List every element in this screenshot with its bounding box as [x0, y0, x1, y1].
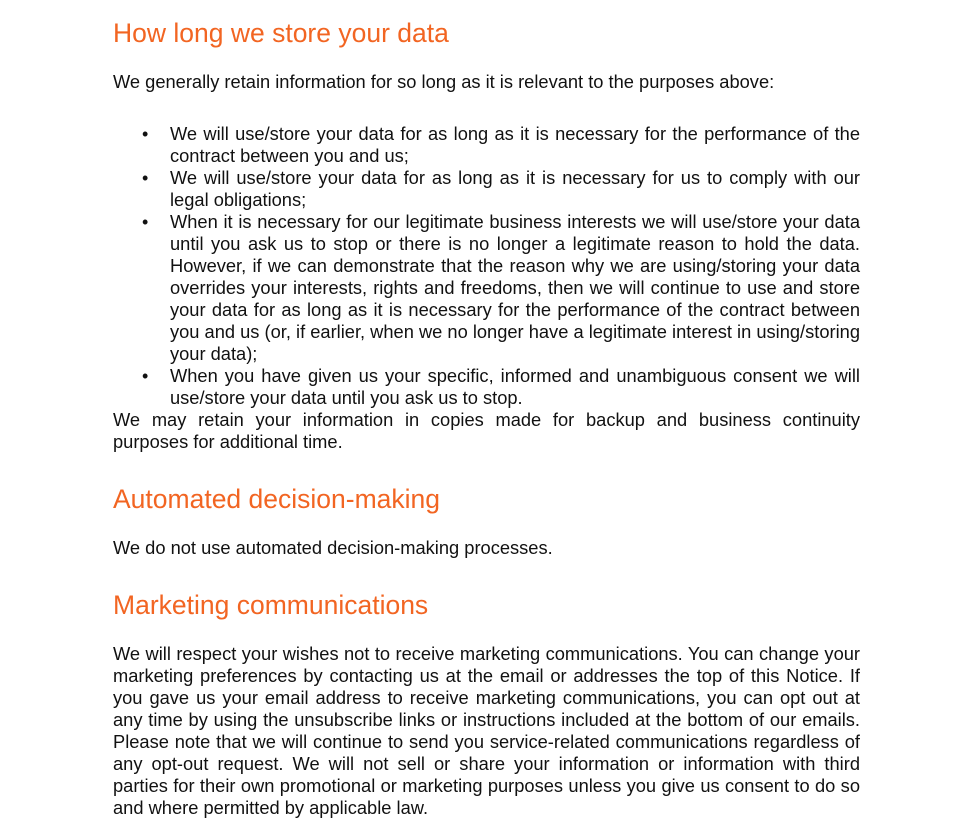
- list-item: [113, 365, 860, 409]
- marketing-paragraph: We will respect your wishes not to receive marketing communications. You can change your marketing preferences by contacting us at the email or addresses the top of this Notice. If you gave us your email address to receive marketing communications, you can opt out at any time by using the unsubscribe links or instructions included at the bottom of our emails. Please note that we will continue to send you service-related communications regardless of any opt-out request. We will not sell or share your information or information with third parties for their own promotional or marketing purposes unless you give us consent to do so and where permitted by applicable law.: [113, 643, 860, 818]
- section-heading-data-retention: How long we store your data: [113, 18, 449, 48]
- section-heading-marketing-communications: Marketing communications: [113, 590, 429, 620]
- bullet-icon: •: [142, 366, 149, 386]
- bullet-icon: •: [142, 212, 149, 232]
- list-item: [113, 167, 860, 211]
- retention-backup-paragraph: We may retain your information in copies made for backup and business continuity purposes for additional time.: [113, 409, 860, 452]
- list-item-text: When it is necessary for our legitimate business interests we will use/store your data until you ask us to stop or there is no longer a legitimate reason to hold the data. However, if we can demonstrate that the reason why we are using/storing your data overrides your interests, rights and freedoms, then we will continue to use and store your data for as long as it is necessary for the performance of the contract between you and us (or, if earlier, when we no longer have a legitimate interest in using/storing your data);: [170, 211, 861, 364]
- section-heading-automated-decision-making: Automated decision-making: [113, 484, 441, 514]
- list-item-text: We will use/store your data for as long as it is necessary for us to comply with our legal obligations;: [170, 167, 860, 210]
- list-item-text: When you have given us your specific, informed and unambiguous consent we will use/store your data until you ask us to stop.: [170, 365, 860, 408]
- list-item-text: We will use/store your data for as long as it is necessary for the performance of the contract between you and us;: [170, 123, 860, 166]
- retention-bullet-list: [113, 123, 860, 409]
- bullet-icon: •: [142, 168, 149, 188]
- retention-intro-paragraph: We generally retain information for so long as it is relevant to the purposes above:: [113, 71, 775, 92]
- list-item: [113, 211, 860, 365]
- bullet-icon: •: [142, 124, 149, 144]
- automated-decision-paragraph: We do not use automated decision-making processes.: [113, 537, 553, 558]
- list-item: [113, 123, 860, 167]
